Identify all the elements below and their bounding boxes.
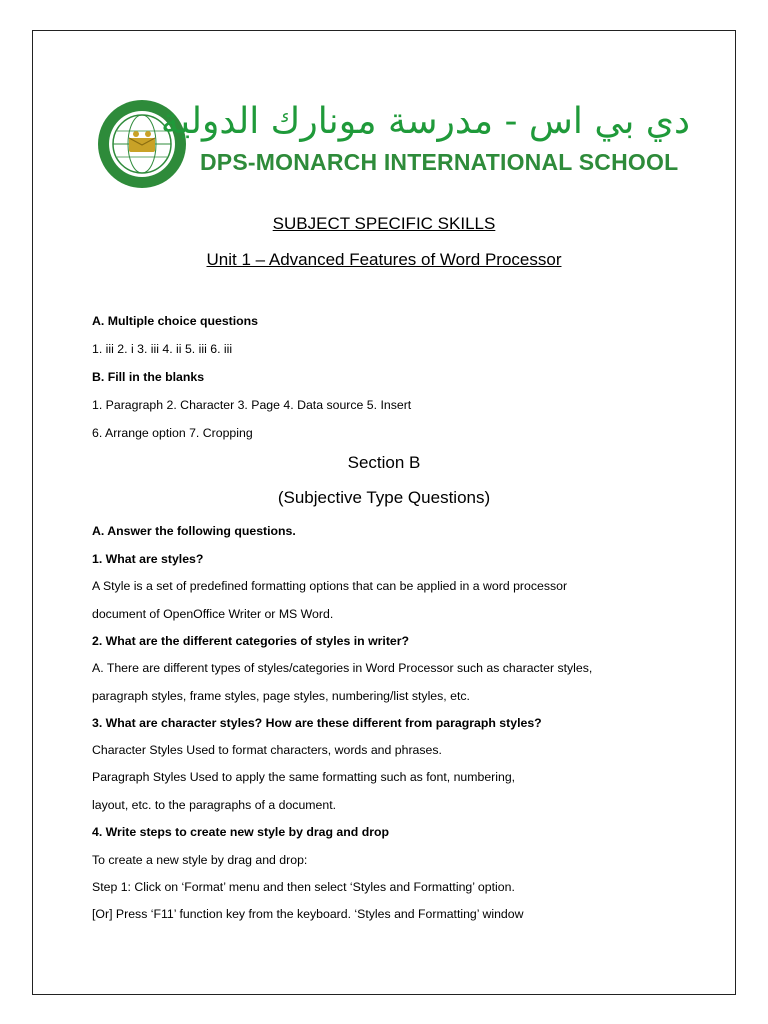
school-header (96, 96, 696, 192)
part-b-answers-line1: 1. Paragraph 2. Character 3. Page 4. Data source 5. Insert (92, 398, 412, 412)
part-a-heading: A. Multiple choice questions (92, 314, 259, 328)
section-title: Section B (347, 453, 421, 472)
answer-3-line3: layout, etc. to the paragraphs of a document. (92, 798, 337, 812)
question-2: 2. What are the different categories of styles in writer? (92, 634, 410, 648)
section-b-heading: A. Answer the following questions. (92, 524, 296, 538)
answer-1-line2: document of OpenOffice Writer or MS Word. (92, 607, 334, 621)
school-name-arabic: دي بي اس - مدرسة مونارك الدولية (160, 101, 690, 142)
part-b-heading: B. Fill in the blanks (92, 370, 205, 384)
question-3: 3. What are character styles? How are these different from paragraph styles? (92, 716, 542, 730)
question-4: 4. Write steps to create new style by drag and drop (92, 825, 390, 839)
answer-2-line1: A. There are different types of styles/categories in Word Processor such as character styles, (92, 661, 593, 675)
part-a-answers: 1. iii 2. i 3. iii 4. ii 5. iii 6. iii (92, 342, 233, 356)
question-1: 1. What are styles? (92, 552, 204, 566)
subject-title: SUBJECT SPECIFIC SKILLS (272, 214, 496, 233)
unit-title: Unit 1 – Advanced Features of Word Processor (206, 250, 562, 269)
subjective-title: (Subjective Type Questions) (277, 488, 491, 507)
answer-3-line1: Character Styles Used to format characters, words and phrases. (92, 743, 442, 757)
answer-4-line3: [Or] Press ‘F11’ function key from the keyboard. ‘Styles and Formatting’ window (92, 907, 524, 921)
part-b-answers-line2: 6. Arrange option 7. Cropping (92, 426, 253, 440)
answer-3-line2: Paragraph Styles Used to apply the same formatting such as font, numbering, (92, 770, 516, 784)
school-name-english: DPS-MONARCH INTERNATIONAL SCHOOL (200, 149, 679, 175)
answer-4-line1: To create a new style by drag and drop: (92, 853, 308, 867)
answer-4-line2: Step 1: Click on ‘Format’ menu and then select ‘Styles and Formatting’ option. (92, 880, 515, 894)
answer-2-line2: paragraph styles, frame styles, page styles, numbering/list styles, etc. (92, 689, 470, 703)
answer-1-line1: A Style is a set of predefined formatting options that can be applied in a word processor (92, 579, 568, 593)
